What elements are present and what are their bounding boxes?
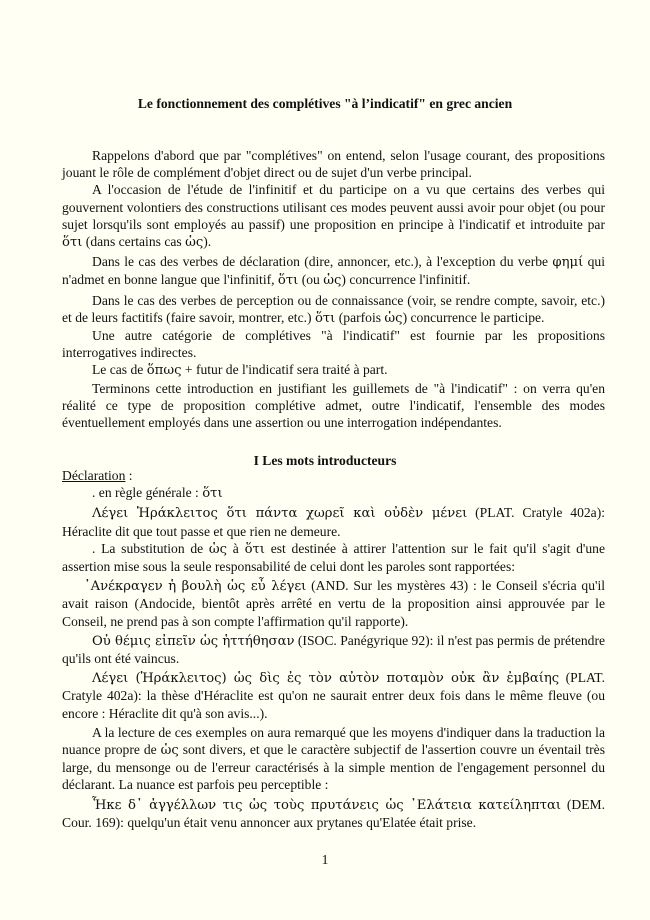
rule-substitution: . La substitution de ὡς à ὅτι est destinée à attirer l'attention sur le fait qu'il s'agit d'une assertion mise sous la seule responsabilité de celui dont les paroles sont rapportées: [62, 540, 605, 575]
commentary-paragraph: A la lecture de ces exemples on aura remarqué que les moyens d'indiquer dans la traduction la nuance propre de ὡς sont divers, et que le caractère subjectif de l'assertion couvre un éventail très large, du mensonge ou de l'erreur caractérisés à la simple mention de l'engagement personnel du déclarant. La nuance est parfois peu perceptible : [62, 724, 606, 793]
page-title: Le fonctionnement des complétives "à l’indicatif" en grec ancien [137, 96, 513, 111]
intro-paragraph-1: Rappelons d'abord que par "complétives" on entend, selon l'usage courant, des propositions jouant le rôle de complément d'objet direct ou de sujet d'un verbe principal. [62, 148, 605, 181]
example-3: Οὐ θέμις εἰπεῖν ὡς ἡττήθησαν (ISOC. Panégyrique 92): il n'est pas permis de prétendre qu'ils ont été vaincus. [62, 632, 606, 667]
example-5: Ἧκε δ᾽ ἀγγέλλων τις ὡς τοὺς πρυτάνεις ὡς ᾽Ελάτεια κατείληπται (DEM. Cour. 169): quelqu'un était venu annoncer aux prytanes qu'Elatée était prise. [62, 796, 605, 830]
intro-paragraph-6: Le cas de ὅπως + futur de l'indicatif sera traité à part. [92, 362, 388, 379]
section-title: I Les mots introducteurs [253, 453, 397, 468]
introduction [62, 147, 605, 431]
intro-paragraph-2: A l'occasion de l'étude de l'infinitif et du participe on a vu que certains des verbes qui gouvernent volontiers des constructions utilisant ces modes peuvent aussi avoir pour objet (ou pour sujet lorsqu'ils sont employés au passif) une proposition en principe à l'indicatif et introduite par ὅτι (dans certains cas ὡς). [62, 182, 605, 251]
example-2: ᾽Ανέκραγεν ἡ βουλὴ ὡς εὖ λέγει (AND. Sur les mystères 43) : le Conseil s'écria qu'il avait raison (Andocide, bientôt après arrêté en vertu de la proposition ainsi approuvée par le Conseil, ne prend pas à son compte l'affirmation qu'il rapporte). [62, 578, 606, 629]
intro-paragraph-4: Dans le cas des verbes de perception ou de connaissance (voir, se rendre compte, savoir, etc.) et de leurs factitifs (faire savoir, montrer, etc.) ὅτι (parfois ὡς) concurrence le participe. [62, 292, 605, 326]
page-number: 1 [321, 852, 329, 867]
example-1: Λέγει Ἡράκλειτος ὅτι πάντα χωρεῖ καὶ οὐδὲν μένει (PLAT. Cratyle 402a): Héraclite dit que tout passe et que rien ne demeure. [62, 505, 605, 539]
rule-general: . en règle générale : ὅτι [92, 485, 223, 502]
example-4: Λέγει (Ἡράκλειτος) ὡς δὶς ἐς τὸν αὐτὸν ποταμὸν οὐκ ἂν ἐμβαίης (PLAT. Cratyle 402a): la thèse d'Héraclite est qu'on ne saurait entrer deux fois dans le même fleuve (ou encore : Héraclite dit qu'à son avis...). [62, 670, 605, 721]
intro-paragraph-7: Terminons cette introduction en justifiant les guillemets de "à l'indicatif" : on verra qu'en réalité ce type de proposition complétive admet, outre l'indicatif, l'ensemble des modes éventuellement employés dans une assertion ou une interrogation indépendantes. [62, 380, 605, 431]
intro-paragraph-3: Dans le cas des verbes de déclaration (dire, annoncer, etc.), à l'exception du verbe φημί qui n'admet en bonne langue que l'infinitif, ὅτι (ou ὡς) concurrence l'infinitif. [62, 254, 605, 289]
intro-paragraph-5: Une autre catégorie de complétives "à l'indicatif" est fournie par les propositions interrogatives indirectes. [62, 328, 605, 361]
declaration-heading: Déclaration : [62, 468, 133, 483]
section-body [62, 467, 605, 831]
